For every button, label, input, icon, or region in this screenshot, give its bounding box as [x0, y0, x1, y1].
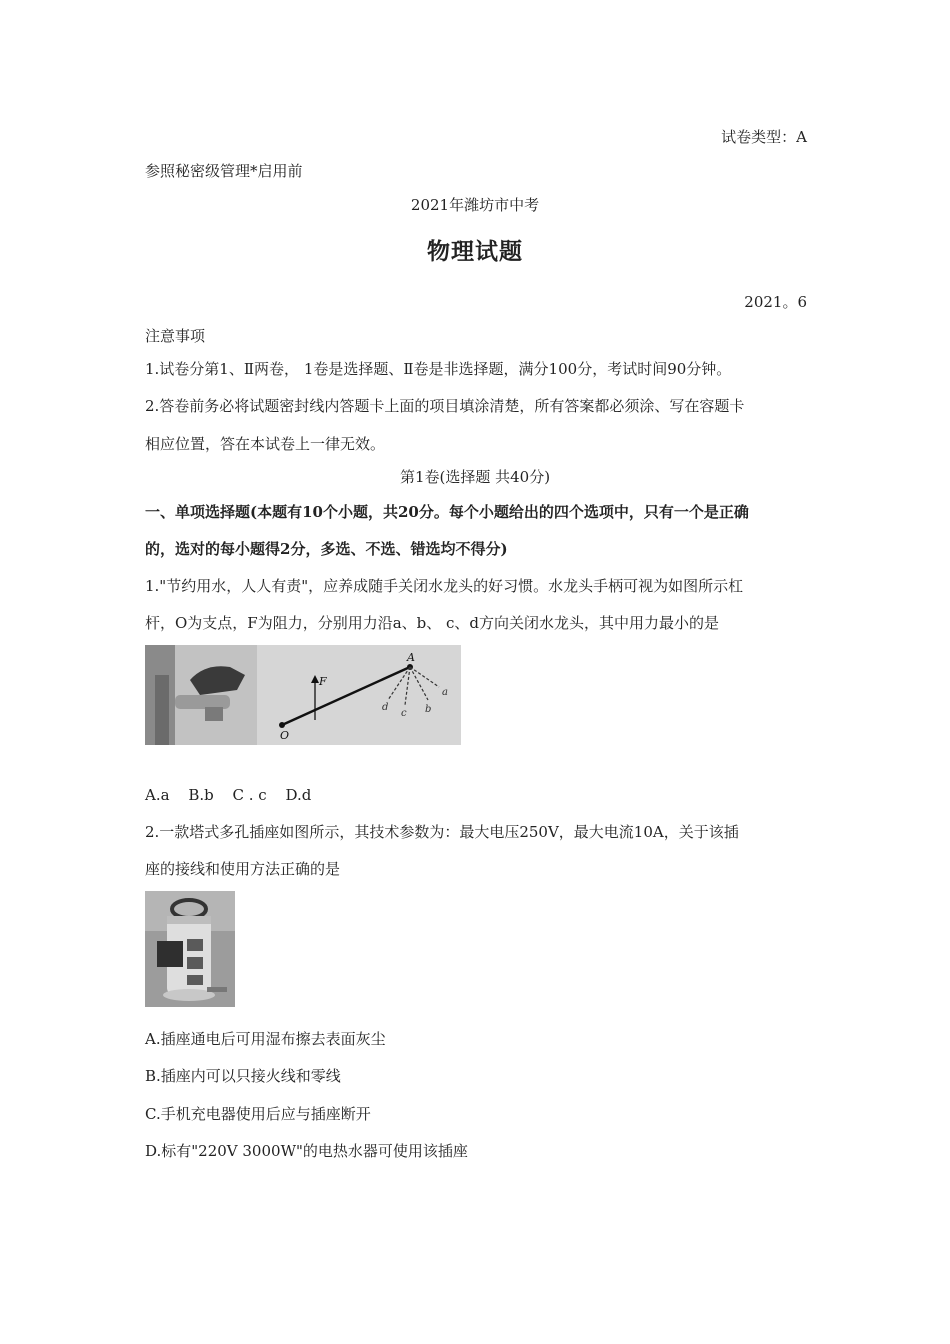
tower-socket-photo: [145, 891, 235, 1007]
section-instructions-line-2: 的，选对的每小题得2分，多选、不选、错选均不得分): [145, 540, 508, 558]
option-a: A.a: [145, 786, 170, 804]
option-d: D.d: [285, 786, 312, 804]
exam-date: 2021。6: [744, 293, 807, 311]
secrecy-level: 参照秘密级管理*启用前: [145, 162, 303, 180]
question-1-line-2: 杆，O为支点，F为阻力，分别用力沿a、b、 c、d方向关闭水龙头，其中用力最小的是: [145, 614, 720, 632]
label-a: a: [442, 687, 448, 698]
notes-item-1: 1.试卷分第1、Ⅱ两卷， 1卷是选择题、Ⅱ卷是非选择题，满分100分，考试时间90分钟。: [145, 360, 732, 378]
option-c: C . c: [232, 786, 267, 804]
question-2-option-d: D.标有"220V 3000W"的电热水器可使用该插座: [145, 1142, 468, 1160]
notes-item-2-line-2: 相应位置，答在本试卷上一律无效。: [145, 435, 386, 453]
question-2-option-b: B.插座内可以只接火线和零线: [145, 1067, 341, 1085]
label-d: d: [382, 702, 389, 713]
question-2-line-1: 2.一款塔式多孔插座如图所示，其技术参数为：最大电压250V，最大电流10A，关于该插: [145, 823, 739, 841]
label-c: c: [401, 708, 407, 719]
part1-heading: 第1卷(选择题 共40分): [399, 468, 551, 486]
question-2-line-2: 座的接线和使用方法正确的是: [145, 860, 341, 878]
notes-heading: 注意事项: [145, 327, 206, 345]
label-b: b: [425, 704, 432, 715]
question-2-figure: [145, 891, 235, 1007]
lever-diagram: [145, 645, 461, 745]
notes-item-2-line-1: 2.答卷前务必将试题密封线内答题卡上面的项目填涂清楚，所有答案都必须涂、写在容题卡: [145, 397, 745, 415]
question-1-figure: [145, 645, 461, 745]
paper-type: 试卷类型：A: [721, 128, 807, 146]
option-b: B.b: [188, 786, 214, 804]
question-1-line-1: 1."节约用水，人人有责"，应养成随手关闭水龙头的好习惯。水龙头手柄可视为如图所示杠: [145, 577, 744, 595]
page-title: 物理试题: [427, 238, 523, 265]
question-2-option-a: A.插座通电后可用湿布擦去表面灰尘: [145, 1030, 386, 1048]
label-pivot-o: O: [280, 729, 290, 742]
question-2-option-c: C.手机充电器使用后应与插座断开: [145, 1105, 371, 1123]
label-force-f: F: [319, 675, 327, 688]
question-1-options: [145, 785, 325, 805]
label-point-a: A: [407, 651, 415, 664]
section-instructions-line-1: 一、单项选择题(本题有10个小题，共20分。每个小题给出的四个选项中，只有一个是正确: [145, 503, 749, 521]
exam-name: 2021年潍坊市中考: [410, 196, 540, 214]
